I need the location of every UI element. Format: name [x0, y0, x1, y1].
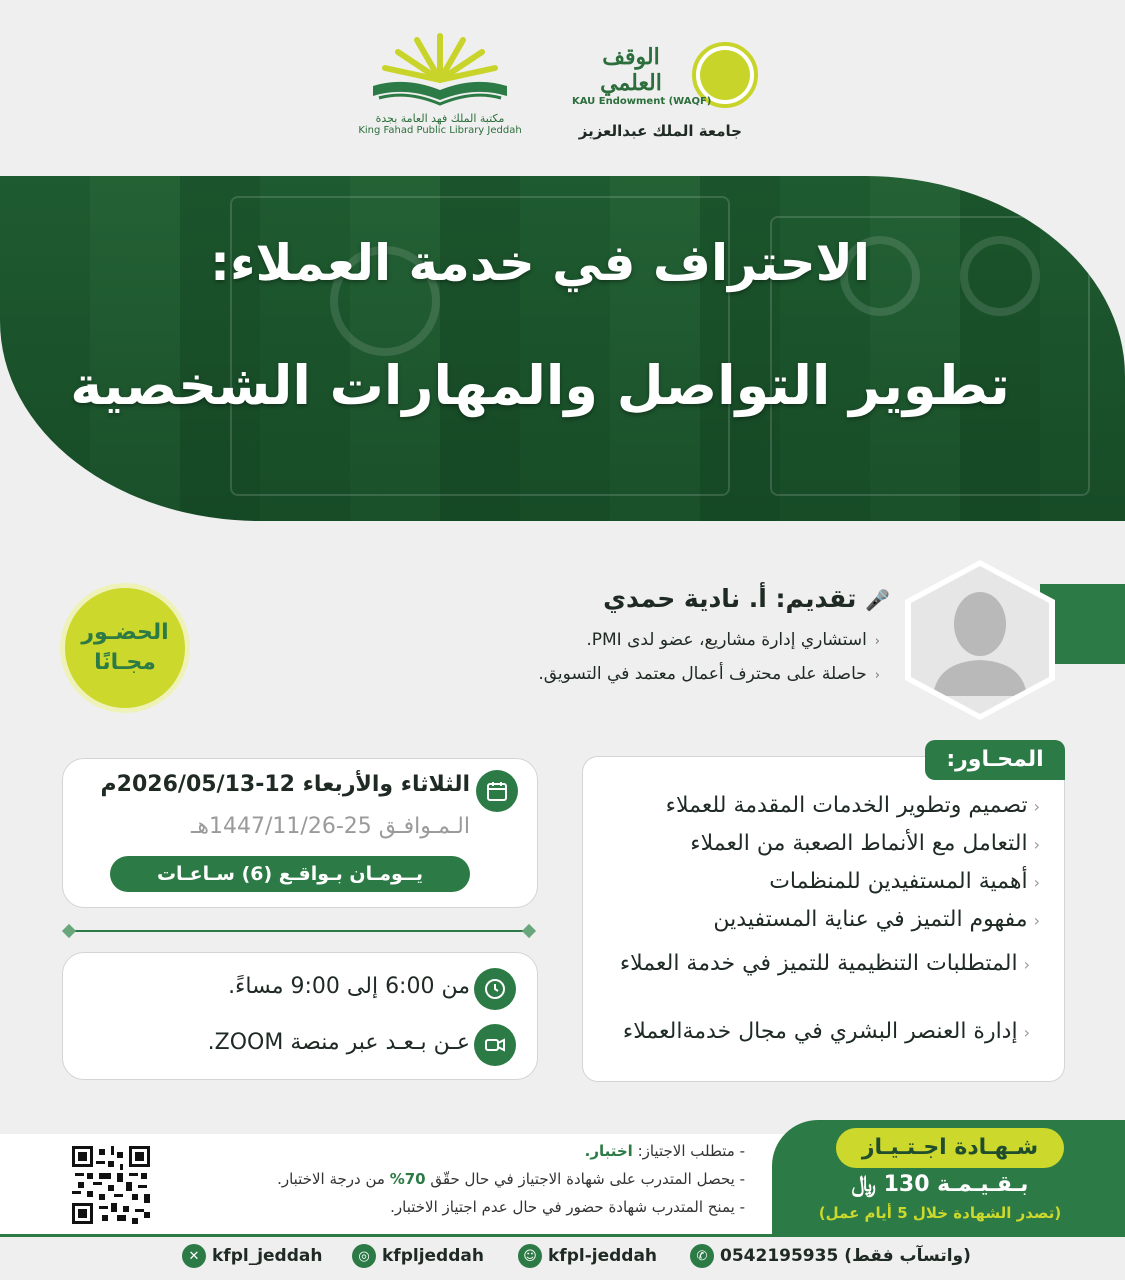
contact-snapchat[interactable]: ☺ kfpl-jeddah: [518, 1244, 657, 1268]
university-name: جامعة الملك عبدالعزيز: [578, 122, 742, 140]
certificate-price: بـقـيـمـة 130 ﷼: [851, 1172, 1029, 1197]
library-name-ar: مكتبة الملك فهد العامة بجدة: [375, 112, 505, 125]
diamond-icon: [522, 924, 536, 938]
topics-label: المحـاور:: [925, 740, 1065, 780]
footer-divider: [0, 1234, 1125, 1237]
session-venue: عـن بـعـد عبر منصة ZOOM.: [207, 1030, 470, 1055]
topic-item: ‹إدارة العنصر البشري في مجال خدمةالعملاء: [622, 1019, 1030, 1044]
instagram-icon: ◎: [352, 1244, 376, 1268]
waqf-name-ar: الوقف العلمي: [600, 44, 662, 96]
presenter-avatar-frame: [905, 560, 1055, 720]
diamond-icon: [62, 924, 76, 938]
free-attendance-badge: الحضـور مجـانًا: [65, 588, 185, 708]
presenter-bio-1: ‹استشاري إدارة مشاريع، عضو لدى PMI.: [586, 630, 880, 650]
x-icon: ✕: [182, 1244, 206, 1268]
qr-code[interactable]: [72, 1146, 150, 1224]
date-hijri: الـمـوافـق 25-1447/11/26هـ: [190, 814, 470, 839]
presenter-name: 🎤 تقديم: أ. نادية حمدي: [603, 584, 890, 613]
requirement-2: - يحصل المتدرب على شهادة الاجتياز في حال حقّق 70% من درجة الاختبار.: [277, 1170, 745, 1188]
library-logo: [355, 30, 525, 150]
duration-pill: يــومـان بـواقـع (6) سـاعـات: [110, 856, 470, 892]
topic-item: ‹مفهوم التميز في عناية المستفيدين: [713, 907, 1040, 932]
calendar-icon: [476, 770, 518, 812]
clock-icon: [474, 968, 516, 1010]
hero-banner: [0, 176, 1125, 521]
chevron-left-icon: ‹: [874, 668, 880, 683]
contact-x[interactable]: ✕ kfpl_jeddah: [182, 1244, 322, 1268]
requirement-1: - متطلب الاجتياز: اختبار.: [584, 1142, 745, 1160]
requirement-3: - يمنح المتدرب شهادة حضور في حال عدم اجتياز الاختبار.: [390, 1198, 745, 1216]
contact-instagram[interactable]: ◎ kfpljeddah: [352, 1244, 484, 1268]
time-panel: [62, 952, 538, 1080]
video-camera-icon: [474, 1024, 516, 1066]
date-gregorian: الثلاثاء والأربعاء 12-2026/05/13م: [100, 772, 470, 797]
whatsapp-icon: ✆: [690, 1244, 714, 1268]
snapchat-icon: ☺: [518, 1244, 542, 1268]
waqf-name-en: KAU Endowment (WAQF): [572, 96, 712, 107]
topic-item: ‹تصميم وتطوير الخدمات المقدمة للعملاء: [665, 793, 1040, 818]
hero-title-line2: تطوير التواصل والمهارات الشخصية: [70, 354, 1010, 417]
waqf-logo: [572, 38, 772, 148]
presenter-bio-2: ‹حاصلة على محترف أعمال معتمد في التسويق.: [538, 664, 880, 684]
microphone-icon: 🎤: [865, 588, 890, 612]
topic-item: ‹المتطلبات التنظيمية للتميز في خدمة العملاء: [619, 951, 1030, 976]
hero-title-line1: الاحتراف في خدمة العملاء:: [209, 234, 871, 292]
certificate-note: (تصدر الشهادة خلال 5 أيام عمل): [818, 1204, 1062, 1222]
book-sunrise-icon: [365, 30, 515, 108]
topic-item: ‹التعامل مع الأنماط الصعبة من العملاء: [690, 831, 1040, 856]
contact-bar: [0, 1240, 1125, 1276]
library-name-en: King Fahad Public Library Jeddah: [358, 125, 522, 136]
session-time: من 6:00 إلى 9:00 مساءً.: [228, 974, 470, 999]
chevron-left-icon: ‹: [874, 634, 880, 649]
topic-item: ‹أهمية المستفيدين للمنظمات: [769, 869, 1040, 894]
certificate-label: شـهـادة اجـتـيـاز: [836, 1128, 1064, 1168]
section-divider: [70, 930, 530, 932]
person-silhouette-icon: [911, 566, 1049, 714]
contact-whatsapp[interactable]: ✆ 0542195935 (واتسآب فقط): [690, 1244, 971, 1268]
